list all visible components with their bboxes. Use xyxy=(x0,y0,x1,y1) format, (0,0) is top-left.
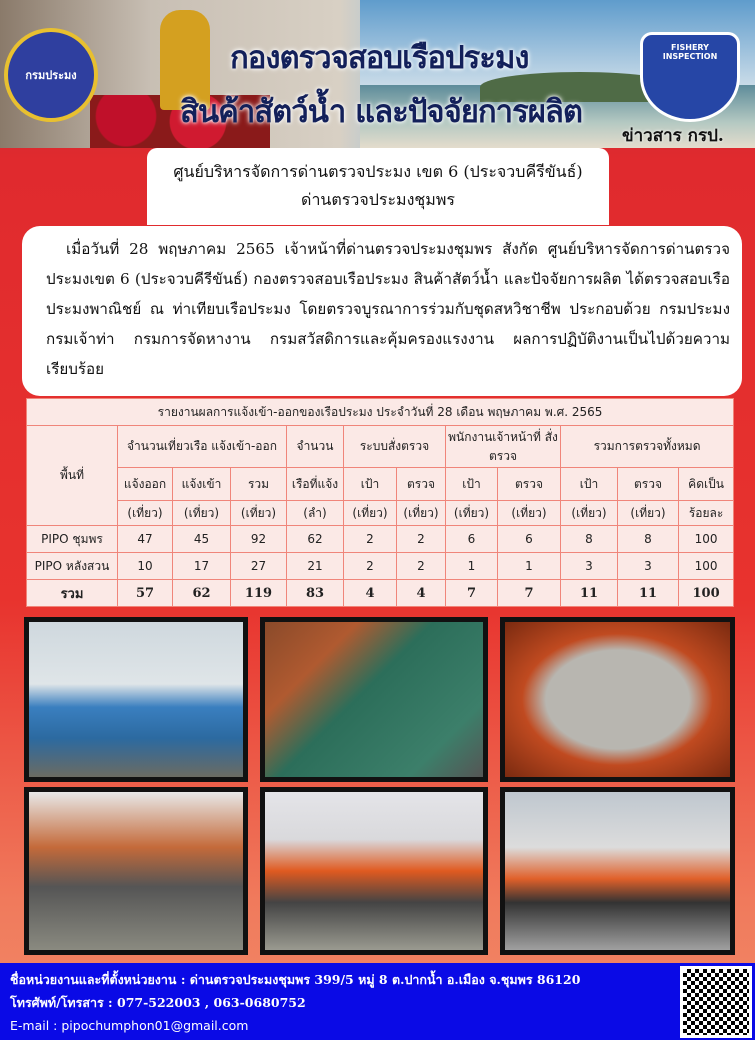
table-caption: รายงานผลการแจ้งเข้า-ออกของเรือประมง ประจำวันที่ 28 เดือน พฤษภาคม พ.ศ. 2565 xyxy=(27,399,734,426)
footer-phone: โทรศัพท์/โทรสาร : 077-522003 , 063-0680752 xyxy=(10,995,306,1010)
table-cell: 1 xyxy=(498,553,561,580)
table-cell: 100 xyxy=(679,526,734,553)
table-cell: 47 xyxy=(118,526,173,553)
qr-code[interactable] xyxy=(680,966,752,1038)
group-header: จำนวน xyxy=(287,426,344,468)
news-paragraph: เมื่อวันที่ 28 พฤษภาคม 2565 เจ้าหน้าที่ด่านตรวจประมงชุมพร สังกัด ศูนย์บริหารจัดการด่านตรวจประมงเขต 6 (ประจวบคีรีขันธ์) กองตรวจสอบเรือประมง สินค้าสัตว์น้ำ และปัจจัยการผลิต ได้ตรวจสอบเรือประมงพาณิชย์ ณ ท่าเทียบเรือประมง โดยตรวจบูรณาการร่วมกับชุดสหวิชาชีพ ประกอบด้วย กรมประมง กรมเจ้าท่า กรมการจัดหางาน กรมสวัสดิการและคุ้มครองแรงงาน ผลการปฏิบัติงานเป็นไปด้วยความเรียบร้อย xyxy=(22,226,742,396)
sub-header: ตรวจ xyxy=(498,468,561,501)
logo-right-text: FISHERY INSPECTION xyxy=(662,43,718,61)
photo-fish-hold xyxy=(500,617,735,782)
news-label: ข่าวสาร กรป. xyxy=(622,126,724,146)
header-title-line1: กองตรวจสอบเรือประมง xyxy=(230,40,529,76)
unit-header: (เที่ยว) xyxy=(397,501,446,526)
unit-header: (เที่ยว) xyxy=(498,501,561,526)
table-cell: 7 xyxy=(446,580,498,607)
sub-header: เป้า xyxy=(561,468,618,501)
table-cell: 10 xyxy=(118,553,173,580)
table-row xyxy=(27,553,734,580)
header-title-line2: สินค้าสัตว์น้ำ และปัจจัยการผลิต xyxy=(180,94,583,130)
photo-crew-check xyxy=(260,787,488,955)
table-cell: 2 xyxy=(344,526,397,553)
logo-left-text: กรมประมง xyxy=(25,69,77,82)
unit-header: ร้อยละ xyxy=(679,501,734,526)
sub-header: เรือที่แจ้ง xyxy=(287,468,344,501)
table-cell: 92 xyxy=(231,526,287,553)
table-cell: 2 xyxy=(344,553,397,580)
table-cell: 11 xyxy=(561,580,618,607)
office-title-line1: ศูนย์บริหารจัดการด่านตรวจประมง เขต 6 (ประจวบคีรีขันธ์) xyxy=(173,162,583,181)
table-cell: 3 xyxy=(618,553,679,580)
sub-header: เป้า xyxy=(344,468,397,501)
table-cell: 1 xyxy=(446,553,498,580)
table-cell: 2 xyxy=(397,553,446,580)
sub-header: คิดเป็น xyxy=(679,468,734,501)
row-area: PIPO ชุมพร xyxy=(27,526,118,553)
sub-header: แจ้งเข้า xyxy=(173,468,231,501)
sub-header: รวม xyxy=(231,468,287,501)
header-banner xyxy=(0,0,755,148)
table-cell: 7 xyxy=(498,580,561,607)
table-cell: 17 xyxy=(173,553,231,580)
table-cell: 4 xyxy=(397,580,446,607)
sub-header: ตรวจ xyxy=(618,468,679,501)
table-cell: 6 xyxy=(446,526,498,553)
footer-email[interactable]: E-mail : pipochumphon01@gmail.com xyxy=(10,1018,249,1033)
group-header: รวมการตรวจทั้งหมด xyxy=(561,426,734,468)
unit-header: (เที่ยว) xyxy=(173,501,231,526)
photo-fishing-net xyxy=(260,617,488,782)
report-table xyxy=(26,398,734,607)
group-header: ระบบสั่งตรวจ xyxy=(344,426,446,468)
table-cell: 100 xyxy=(679,580,734,607)
sub-header: เป้า xyxy=(446,468,498,501)
office-title-line2: ด่านตรวจประมงชุมพร xyxy=(301,190,455,209)
unit-header: (เที่ยว) xyxy=(561,501,618,526)
table-cell: 11 xyxy=(618,580,679,607)
table-cell: 100 xyxy=(679,553,734,580)
table-cell: 21 xyxy=(287,553,344,580)
unit-header: (เที่ยว) xyxy=(446,501,498,526)
row-area: PIPO หลังสวน xyxy=(27,553,118,580)
unit-header: (ลำ) xyxy=(287,501,344,526)
area-header: พื้นที่ xyxy=(27,426,118,526)
table-cell: 83 xyxy=(287,580,344,607)
table-cell: 4 xyxy=(344,580,397,607)
unit-header: (เที่ยว) xyxy=(231,501,287,526)
table-cell: 8 xyxy=(618,526,679,553)
footer-address: ชื่อหน่วยงานและที่ตั้งหน่วยงาน : ด่านตรวจประมงชุมพร 399/5 หมู่ 8 ต.ปากน้ำ อ.เมือง จ.ชุมพร 86120 xyxy=(10,972,581,987)
photo-crew-lineup xyxy=(500,787,735,955)
row-area: รวม xyxy=(27,580,118,607)
sub-header: ตรวจ xyxy=(397,468,446,501)
table-cell: 45 xyxy=(173,526,231,553)
table-cell: 119 xyxy=(231,580,287,607)
table-cell: 27 xyxy=(231,553,287,580)
group-header: พนักงานเจ้าหน้าที่ สั่งตรวจ xyxy=(446,426,561,468)
photo-fishing-boat xyxy=(24,617,248,782)
table-cell: 62 xyxy=(173,580,231,607)
fishery-inspection-logo xyxy=(640,32,740,122)
table-cell: 6 xyxy=(498,526,561,553)
table-cell: 57 xyxy=(118,580,173,607)
unit-header: (เที่ยว) xyxy=(118,501,173,526)
table-cell: 2 xyxy=(397,526,446,553)
unit-header: (เที่ยว) xyxy=(344,501,397,526)
table-cell: 3 xyxy=(561,553,618,580)
table-cell: 8 xyxy=(561,526,618,553)
table-cell: 62 xyxy=(287,526,344,553)
group-header: จำนวนเที่ยวเรือ แจ้งเข้า-ออก xyxy=(118,426,287,468)
department-of-fisheries-logo xyxy=(4,28,98,122)
office-title-box xyxy=(147,148,609,225)
contact-footer xyxy=(0,963,755,1040)
sub-header: แจ้งออก xyxy=(118,468,173,501)
photo-inspection-officers xyxy=(24,787,248,955)
table-row xyxy=(27,526,734,553)
table-row xyxy=(27,580,734,607)
unit-header: (เที่ยว) xyxy=(618,501,679,526)
